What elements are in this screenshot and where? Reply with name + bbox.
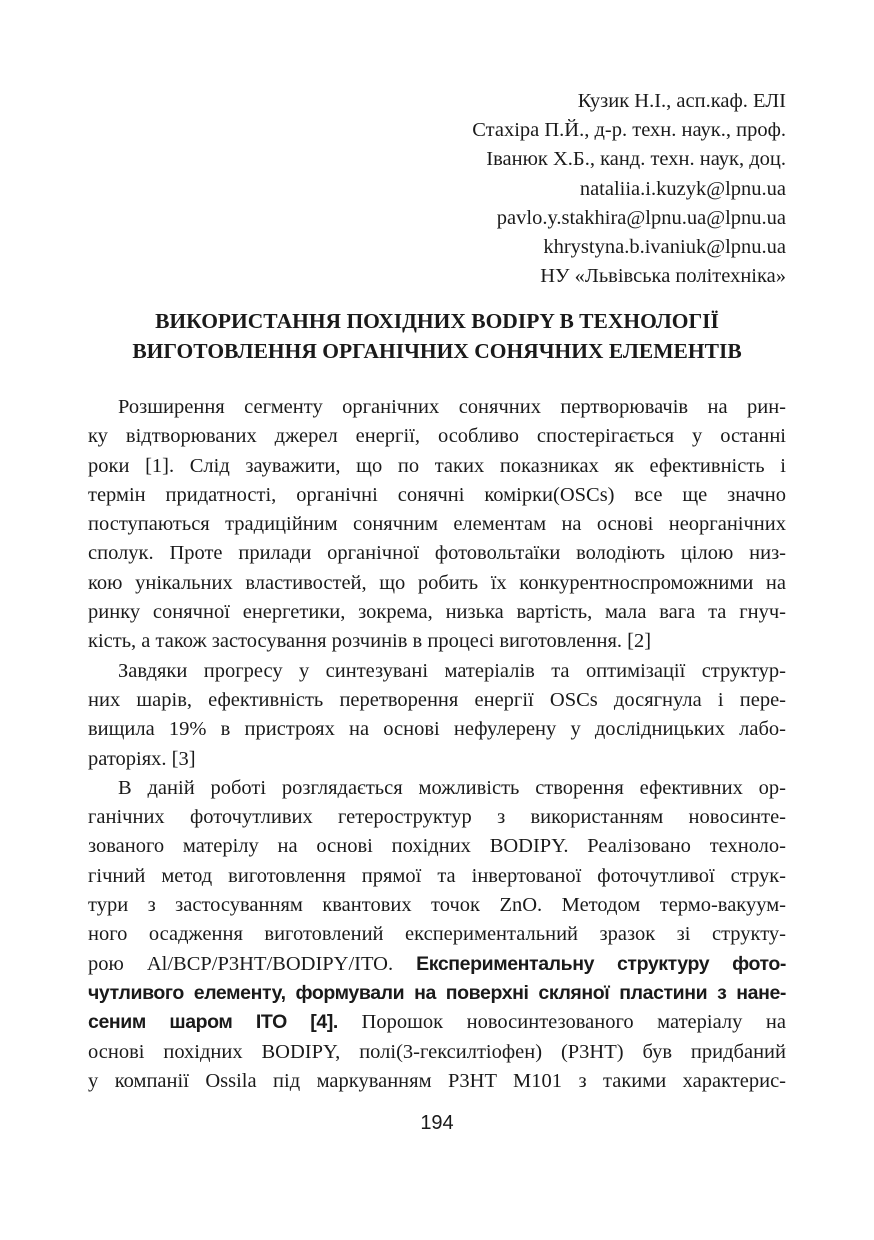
paragraph-line: зованого матерілу на основі похідних BODIPY. Реалізовано техноло- [88, 835, 786, 858]
paragraph-line: сполук. Проте прилади органічної фотовольтаїки володіють цілою низ- [88, 542, 786, 565]
paragraph-line: ного осадження виготовлений експериментальний зразок зі структу- [88, 923, 786, 946]
page-number: 194 [420, 1112, 454, 1134]
author-line: Стахіра П.Й., д-р. техн. наук., проф. [472, 119, 786, 142]
author-email: pavlo.y.stakhira@lpnu.ua@lpnu.ua [496, 206, 786, 229]
author-email: nataliia.i.kuzyk@lpnu.ua [579, 177, 786, 200]
normal-text: рою Al/BCP/P3HT/BODIPY/ITO. [88, 952, 417, 975]
author-block [472, 87, 786, 291]
paragraph-line: В даній роботі розглядається можливість створення ефективних ор- [118, 776, 786, 799]
paragraph-line-mixed [88, 950, 786, 979]
paragraph-line: термін придатності, органічні сонячні комірки(OSCs) все ще значно [88, 483, 786, 506]
paragraph-line: роки [1]. Слід зауважити, що по таких показниках як ефективність і [88, 454, 786, 477]
paragraph-line-bold: чутливого елементу, формували на поверхні скляної пластини з нане- [88, 981, 786, 1004]
paragraph-line: ринку сонячної енергетики, зокрема, низька вартість, мала вага та гнуч- [88, 601, 786, 624]
article-body [88, 393, 786, 1096]
paragraph-line: Розширення сегменту органічних сонячних пертворювачів на рин- [118, 396, 786, 418]
affiliation: НУ «Львівська політехніка» [540, 265, 786, 288]
paragraph-line: тури з застосуванням квантових точок ZnO. Методом термо-вакуум- [88, 894, 786, 917]
paragraph-line: гічний метод виготовлення прямої та інвертованої фоточутливої струк- [88, 864, 786, 887]
paragraph-line: раторіях. [3] [88, 747, 196, 770]
normal-text: Порошок новосинтезованого матеріалу на [337, 1011, 786, 1034]
paragraph-line: поступаються традиційним сонячним елементам на основі неорганічних [88, 513, 786, 536]
paragraph-line: кість, а також застосування розчинів в процесі виготовлення. [2] [88, 630, 652, 653]
paragraph-line: ганічних фоточутливих гетероструктур з використанням новосинте- [88, 806, 786, 829]
paragraph-line: ку відтворюваних джерел енергії, особливо спостерігається у останні [88, 425, 786, 448]
paragraph-line: основі похідних BODIPY, полі(3-гексилтіофен) (P3HT) був придбаний [88, 1040, 786, 1063]
author-email: khrystyna.b.ivaniuk@lpnu.ua [543, 236, 786, 259]
title-line: ВИКОРИСТАННЯ ПОХІДНИХ BODIPY В ТЕХНОЛОГІЇ [155, 309, 719, 333]
paragraph-line-mixed [88, 1008, 786, 1037]
paragraph-line: них шарів, ефективність перетворення енергії OSCs досягнула і пере- [88, 688, 786, 711]
paragraph-line: кою унікальних властивостей, що робить їх конкурентноспроможними на [88, 571, 786, 594]
bold-text: сеним шаром ITO [4]. [88, 1011, 338, 1034]
article-title [88, 306, 786, 366]
author-line: Іванюк Х.Б., канд. техн. наук, доц. [486, 148, 786, 171]
paragraph-line: у компанії Ossila під маркуванням P3HT M101 з такими характерис- [88, 1069, 786, 1092]
paragraph-line: вищила 19% в пристроях на основі нефулерену у дослідницьких лабо- [88, 718, 786, 741]
title-line: ВИГОТОВЛЕННЯ ОРГАНІЧНИХ СОНЯЧНИХ ЕЛЕМЕНТІВ [132, 339, 742, 363]
bold-text: Експериментальну структуру фото- [416, 952, 787, 975]
paragraph-line: Завдяки прогресу у синтезувані матеріалів та оптимізації структур- [118, 659, 786, 682]
author-line: Кузик Н.І., асп.каф. ЕЛІ [577, 90, 786, 112]
